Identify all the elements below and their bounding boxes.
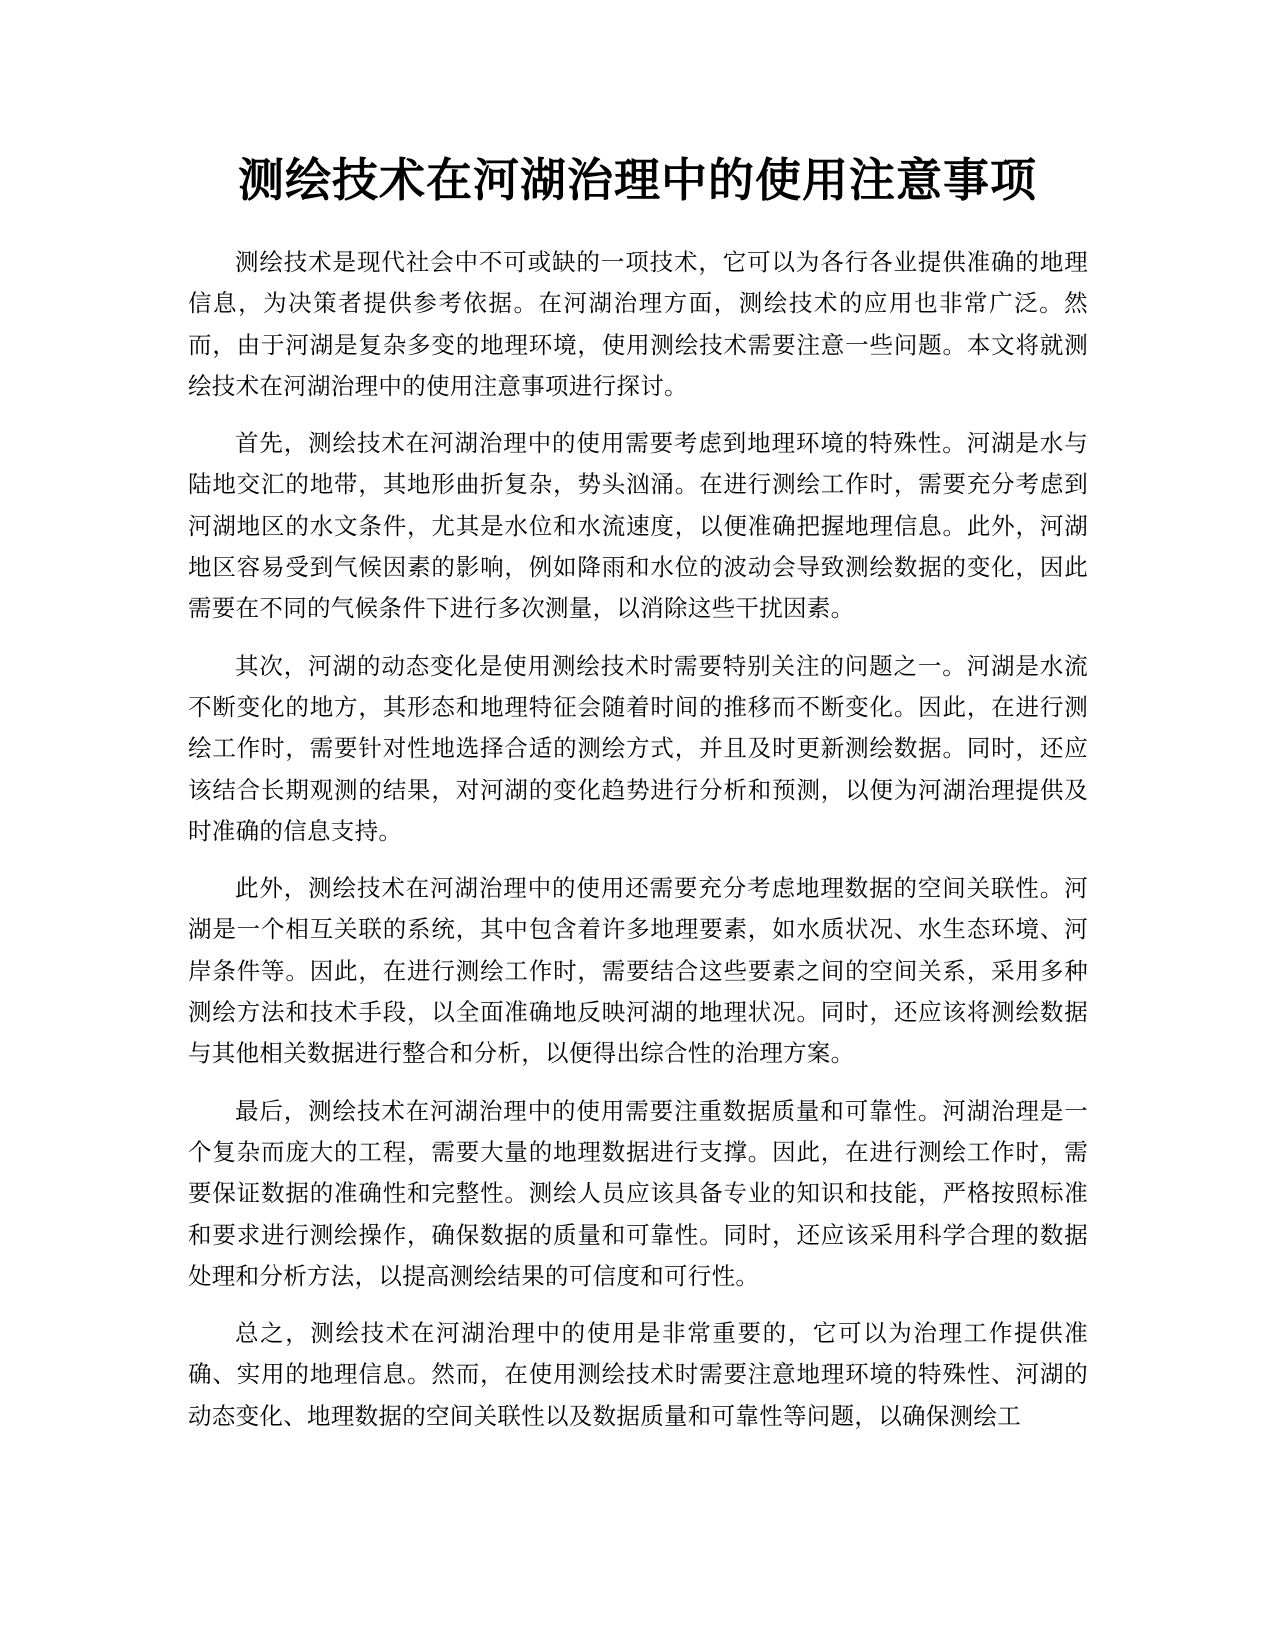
paragraph-third: 此外，测绘技术在河湖治理中的使用还需要充分考虑地理数据的空间关联性。河湖是一个相互关联的系统，其中包含着许多地理要素，如水质状况、水生态环境、河岸条件等。因此，在进行测绘工作时，需要结合这些要素之间的空间关系，采用多种测绘方法和技术手段，以全面准确地反映河湖的地理状况。同时，还应该将测绘数据与其他相关数据进行整合和分析，以便得出综合性的治理方案。 — [188, 874, 1088, 1068]
document-title: 测绘技术在河湖治理中的使用注意事项 — [238, 153, 1037, 207]
document-body — [188, 242, 1088, 1453]
paragraph-first: 首先，测绘技术在河湖治理中的使用需要考虑到地理环境的特殊性。河湖是水与陆地交汇的地带，其地形曲折复杂，势头汹涌。在进行测绘工作时，需要充分考虑到河湖地区的水文条件，尤其是水位和水流速度，以便准确把握地理信息。此外，河湖地区容易受到气候因素的影响，例如降雨和水位的波动会导致测绘数据的变化，因此需要在不同的气候条件下进行多次测量，以消除这些干扰因素。 — [188, 429, 1088, 623]
paragraph-fourth: 最后，测绘技术在河湖治理中的使用需要注重数据质量和可靠性。河湖治理是一个复杂而庞大的工程，需要大量的地理数据进行支撑。因此，在进行测绘工作时，需要保证数据的准确性和完整性。测绘人员应该具备专业的知识和技能，严格按照标准和要求进行测绘操作，确保数据的质量和可靠性。同时，还应该采用科学合理的数据处理和分析方法，以提高测绘结果的可信度和可行性。 — [188, 1096, 1088, 1290]
paragraph-conclusion: 总之，测绘技术在河湖治理中的使用是非常重要的，它可以为治理工作提供准确、实用的地理信息。然而，在使用测绘技术时需要注意地理环境的特殊性、河湖的动态变化、地理数据的空间关联性以及数据质量和可靠性等问题，以确保测绘工 — [188, 1319, 1088, 1430]
paragraph-second: 其次，河湖的动态变化是使用测绘技术时需要特别关注的问题之一。河湖是水流不断变化的地方，其形态和地理特征会随着时间的推移而不断变化。因此，在进行测绘工作时，需要针对性地选择合适的测绘方式，并且及时更新测绘数据。同时，还应该结合长期观测的结果，对河湖的变化趋势进行分析和预测，以便为河湖治理提供及时准确的信息支持。 — [188, 651, 1088, 845]
paragraph-intro: 测绘技术是现代社会中不可或缺的一项技术，它可以为各行各业提供准确的地理信息，为决策者提供参考依据。在河湖治理方面，测绘技术的应用也非常广泛。然而，由于河湖是复杂多变的地理环境，使用测绘技术需要注意一些问题。本文将就测绘技术在河湖治理中的使用注意事项进行探讨。 — [188, 248, 1088, 400]
